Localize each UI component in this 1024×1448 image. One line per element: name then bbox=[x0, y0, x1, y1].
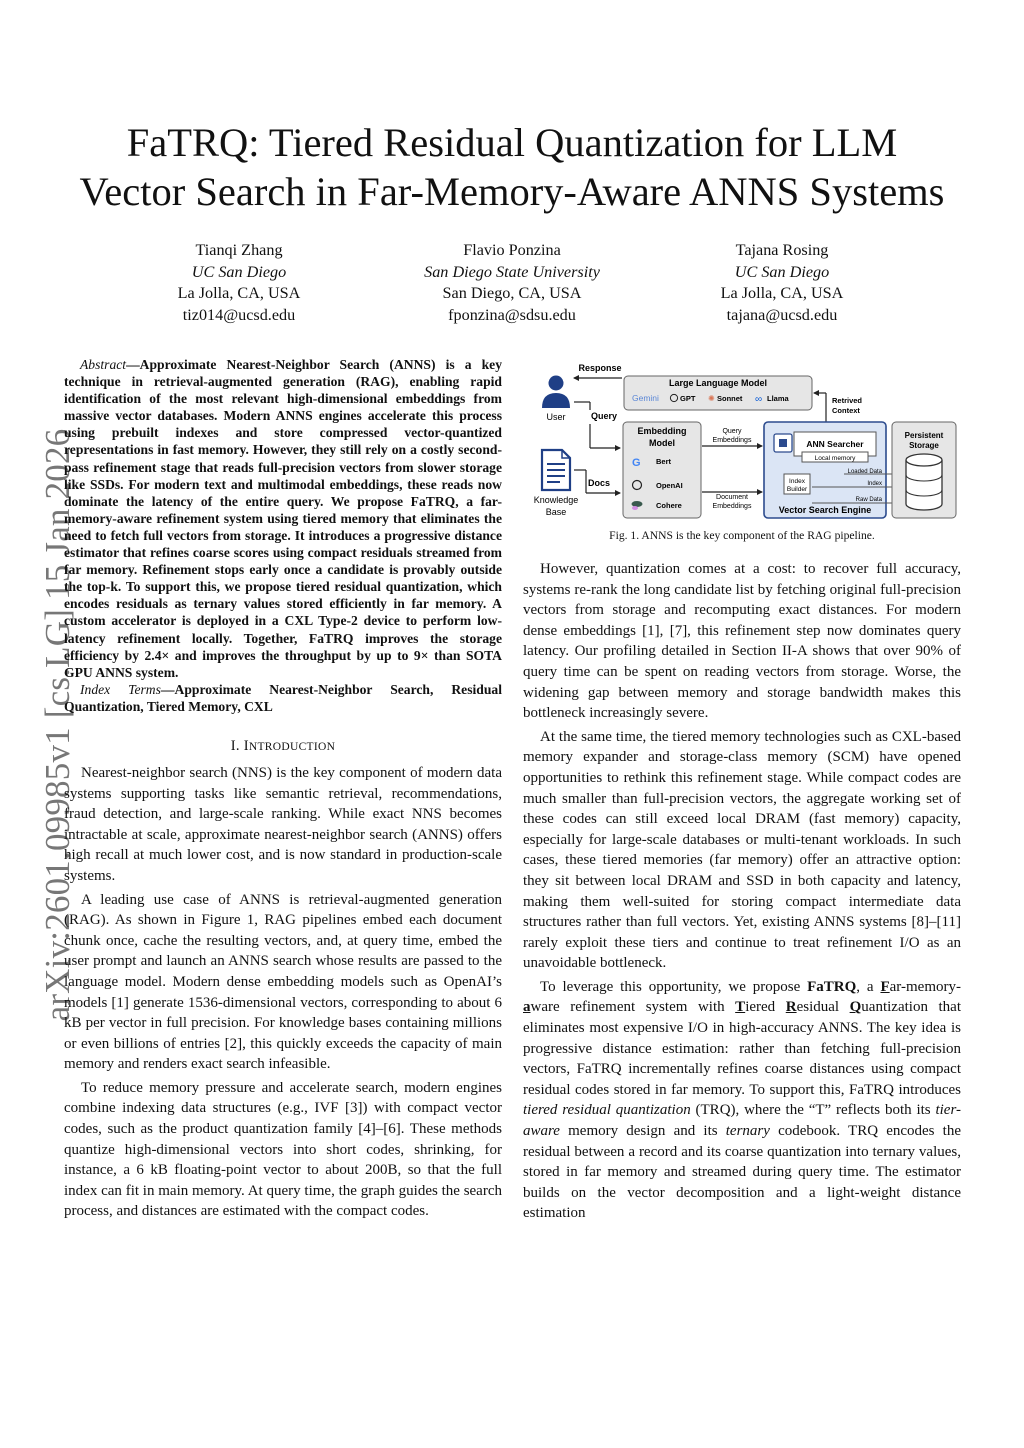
section-heading: I. INTRODUCTION bbox=[230, 737, 336, 754]
gemini-label: Gemini bbox=[632, 393, 659, 403]
user-label: User bbox=[546, 412, 566, 422]
base-label: Base bbox=[545, 507, 567, 517]
author-email[interactable]: tiz014@ucsd.edu bbox=[182, 305, 296, 324]
database-icon bbox=[906, 454, 942, 510]
context-label: Context bbox=[832, 406, 860, 415]
storage-label: Storage bbox=[909, 441, 939, 450]
author-location: La Jolla, CA, USA bbox=[177, 284, 301, 303]
arxiv-stamp: arXiv:2601.09985v1 [cs.LG] 15 Jan 2026 bbox=[38, 428, 77, 1022]
author-location: La Jolla, CA, USA bbox=[720, 284, 844, 303]
abstract-text: —Approximate Nearest-Neighbor Search (ANNS) is a key technique in retrieval-augmented generation (RAG), enabling rapid identification of the most relevant high-dimensional embeddings from massive vector databases. Modern ANNS engines accelerate this process using prebuilt indexes and store compressed vector-quantized representations in fast memory. However, they still rely on a costly second-pass refinement stage that reads full-precision vectors from slower storage like SSDs. For modern text and multimodal embeddings, these reads now dominate the latency of the entire query. We propose FaTRQ, a far-memory-aware refinement system using tiered memory that eliminates the need to fetch full vectors from storage. It introduces a progressive distance estimator that refines coarse scores using compact residuals streamed from far memory. Refinement stops early once a candidate is provably outside the top-k. To support this, we propose tiered residual quantization, which encodes residuals as ternary values stored efficiently in far memory. A custom accelerator is deployed in a CXL Type-2 device to perform low-latency refinement locally. Together, FaTRQ improves the storage efficiency by 2.4× and improves the throughput by up to 9× than SOTA GPU ANNS system. bbox=[64, 357, 502, 680]
paragraph: To leverage this opportunity, we propose FaTRQ, a Far-memory-aware refinement system with Tiered Residual Quantization that eliminates most expensive I/O in high-accuracy ANNS. The key idea is progressive distance estimation: rather than fetching full-precision vectors, FaTRQ incrementally refines coarse distances using compact residual codes stored in far memory. To support this, FaTRQ introduces tiered residual quantization (TRQ), where the “T” reflects both its tier-aware memory design and its ternary codebook. TRQ encodes the residual between a record and its coarse quantization into ternary values, stored in far memory and streamed during query time. The estimator builds on the vector decomposition and a light-weight distance estimation bbox=[523, 978, 961, 1222]
paragraph: However, quantization comes at a cost: to recover full accuracy, systems re-rank the long candidate list by fetching original full-precision vectors from storage and recomputing exact distances. For modern dense embeddings [1], [7], this refinement step now dominates query latency. Our profiling detailed in Section II-A shows that over 90% of query time can be spent on reading vectors from storage. Worse, the widening gap between memory and storage bandwidth makes this bottleneck increasingly severe. bbox=[523, 561, 961, 722]
model-label: Model bbox=[649, 438, 675, 448]
chip-icon bbox=[774, 434, 792, 452]
sonnet-label: Sonnet bbox=[717, 394, 743, 403]
paper-title bbox=[40, 118, 984, 216]
local-memory-label: Local memory bbox=[814, 455, 856, 462]
figure-caption: Fig. 1. ANNS is the key component of the RAG pipeline. bbox=[609, 529, 875, 542]
sonnet-icon: ✺ bbox=[708, 394, 715, 403]
index-builder-label-2: Builder bbox=[786, 486, 808, 493]
query-emb-label: Query bbox=[722, 428, 742, 435]
author-block bbox=[392, 240, 632, 326]
llama-label: Llama bbox=[767, 394, 789, 403]
author-name: Flavio Ponzina bbox=[463, 241, 561, 259]
index-terms-label: Index Terms bbox=[80, 681, 161, 697]
left-column bbox=[64, 356, 502, 1225]
gpt-label: GPT bbox=[680, 394, 696, 403]
cohere-label: Cohere bbox=[656, 501, 682, 510]
index-builder-label: Index bbox=[789, 478, 805, 485]
author-affiliation: UC San Diego bbox=[191, 262, 287, 281]
query-emb-label-2: Embeddings bbox=[712, 437, 752, 444]
llama-icon: ∞ bbox=[755, 394, 763, 405]
author-name: Tianqi Zhang bbox=[195, 241, 283, 259]
author-location: San Diego, CA, USA bbox=[442, 284, 582, 303]
query-label: Query bbox=[590, 411, 618, 421]
author-name: Tajana Rosing bbox=[735, 241, 829, 259]
bert-label: Bert bbox=[656, 457, 672, 466]
abstract-label: Abstract bbox=[80, 357, 127, 372]
paragraph: Nearest-neighbor search (NNS) is the key component of modern data systems supporting tasks like semantic retrieval, recommendations, fraud detection, and large-scale ranking. While exact NNS becomes intractable at scale, approximate nearest-neighbor search (ANNS) offers high recall at much lower cost, and is now standard in production-scale systems. bbox=[64, 764, 502, 884]
index-terms bbox=[64, 681, 502, 715]
raw-data-label: Raw Data bbox=[855, 497, 882, 503]
llm-label: Large Language Model bbox=[668, 378, 768, 388]
retrived-label: Retrived bbox=[832, 396, 863, 405]
rag-pipeline-figure bbox=[522, 360, 962, 522]
index-terms-text: —Approximate Nearest-Neighbor Search, Residual Quantization, Tiered Memory, CXL bbox=[64, 681, 502, 714]
title-line-2: Vector Search in Far-Memory-Aware ANNS Systems bbox=[79, 169, 945, 214]
title-line-1: FaTRQ: Tiered Residual Quantization for LLM bbox=[126, 120, 898, 165]
paragraph: A leading use case of ANNS is retrieval-augmented generation (RAG). As shown in Figure 1, RAG pipelines embed each document chunk once, cache the resulting vectors, and, at query time, embed the user prompt and launch an ANNS search whose results are passed to the language model. Modern dense embedding models such as OpenAI’s models [1] generate 1536-dimensional vectors, corresponding to about 6 kB per vector in full precision. For knowledge bases containing millions or even billions of entries [2], this quickly exceeds the capacity of main memory and renders exact search infeasible. bbox=[64, 891, 502, 1073]
document-icon bbox=[542, 450, 570, 490]
author-affiliation: San Diego State University bbox=[424, 262, 600, 281]
doc-emb-label: Document bbox=[716, 494, 748, 501]
paragraph: To reduce memory pressure and accelerate search, modern engines combine indexing data structures (e.g., IVF [3]) with compact vector codes, such as the product quantization family [4]–[6]. These methods quantize high-dimensional vectors into short codes, shrinking, for instance, a 6 kB floating-point vector to about 200B, so that the full index can fit in main memory. At query time, the graph guides the search process, and distances are estimated with the compact codes. bbox=[64, 1079, 502, 1220]
ann-searcher-label: ANN Searcher bbox=[806, 439, 864, 449]
doc-emb-label-2: Embeddings bbox=[712, 503, 752, 510]
author-block bbox=[662, 240, 902, 326]
loaded-data-label: Loaded Data bbox=[847, 469, 882, 475]
index-label: Index bbox=[867, 481, 882, 487]
author-email[interactable]: tajana@ucsd.edu bbox=[726, 305, 838, 324]
paragraph: At the same time, the tiered memory technologies such as CXL-based memory expander and storage-class memory (SCM) have opened opportunities to rethink this refinement stage. While compact codes are much smaller than full-precision vectors, the aggregate working set of these codes can still exceed local DRAM (fast memory) capacity, especially for large-scale databases or multi-tenant workloads. In such cases, these tiered memories (far memory) offer an attractive option: they sit between local DRAM and SSD in both capacity and latency, making them well-suited for storing compact intermediate data structures rather than full vectors. Yet, existing ANNS systems [8]–[11] rarely exploit these tiers and continue to treat refinement I/O as an unavoidable bottleneck. bbox=[523, 728, 961, 972]
google-icon: G bbox=[632, 457, 641, 469]
author-block bbox=[119, 240, 359, 326]
right-column bbox=[523, 559, 961, 1227]
vse-label: Vector Search Engine bbox=[778, 505, 872, 515]
abstract bbox=[64, 356, 502, 681]
response-label: Response bbox=[578, 363, 622, 373]
knowledge-label: Knowledge bbox=[533, 495, 579, 505]
openai-label: OpenAI bbox=[656, 481, 683, 490]
persistent-label: Persistent bbox=[904, 431, 944, 440]
author-email[interactable]: fponzina@sdsu.edu bbox=[448, 305, 576, 324]
user-icon bbox=[542, 376, 570, 409]
docs-label: Docs bbox=[587, 478, 611, 488]
author-affiliation: UC San Diego bbox=[734, 262, 830, 281]
embedding-label: Embedding bbox=[637, 426, 687, 436]
